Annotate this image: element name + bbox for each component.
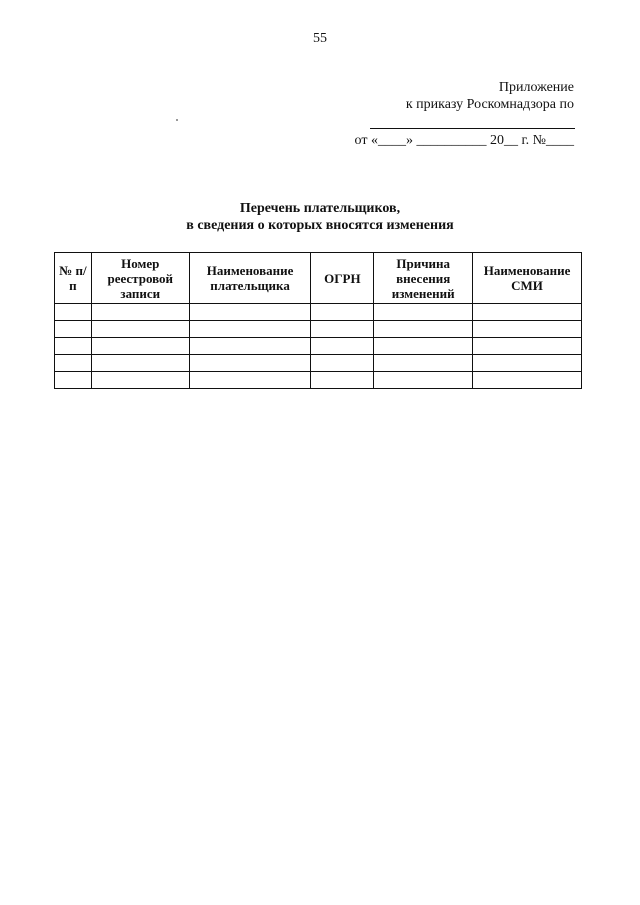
col-media-name-header: Наименование СМИ xyxy=(473,253,582,304)
table-cell xyxy=(189,338,311,355)
table-cell xyxy=(189,321,311,338)
table-cell xyxy=(189,355,311,372)
col-number-header: № п/п xyxy=(55,253,92,304)
table-cell xyxy=(374,338,473,355)
table-cell xyxy=(91,304,189,321)
title-line-2: в сведения о которых вносятся изменения xyxy=(186,218,454,233)
col-registry-header: Номер реестровой записи xyxy=(91,253,189,304)
table-cell xyxy=(473,338,582,355)
table-cell xyxy=(374,304,473,321)
scan-speck xyxy=(176,119,178,121)
title-line-1: Перечень плательщиков, xyxy=(239,201,401,216)
table-row xyxy=(55,321,582,338)
table-cell xyxy=(311,321,374,338)
document-title xyxy=(0,200,640,234)
table-cell xyxy=(473,304,582,321)
table-cell xyxy=(55,338,92,355)
table-cell xyxy=(473,372,582,389)
table-cell xyxy=(91,321,189,338)
table-row xyxy=(55,338,582,355)
page-number: 55 xyxy=(313,31,327,46)
table-cell xyxy=(91,338,189,355)
table-cell xyxy=(311,338,374,355)
table-cell xyxy=(55,355,92,372)
col-ogrn-header: ОГРН xyxy=(311,253,374,304)
col-reason-header: Причина внесения изменений xyxy=(374,253,473,304)
appendix-underline xyxy=(370,128,575,129)
table-row xyxy=(55,355,582,372)
appendix-block xyxy=(406,79,574,113)
table-body xyxy=(55,304,582,389)
table-cell xyxy=(91,372,189,389)
table-cell xyxy=(311,355,374,372)
table-row xyxy=(55,372,582,389)
table-cell xyxy=(55,304,92,321)
appendix-order: к приказу Роскомнадзора по xyxy=(405,97,574,112)
table-cell xyxy=(55,372,92,389)
appendix-title: Приложение xyxy=(498,80,574,95)
table-cell xyxy=(473,321,582,338)
table-cell xyxy=(374,321,473,338)
table-cell xyxy=(189,304,311,321)
payers-table xyxy=(54,252,582,389)
table-cell xyxy=(55,321,92,338)
appendix-date-line: от «____» __________ 20__ г. №____ xyxy=(354,133,574,148)
table-cell xyxy=(311,304,374,321)
table-cell xyxy=(189,372,311,389)
table-header-row xyxy=(55,253,582,304)
table-cell xyxy=(374,355,473,372)
table-cell xyxy=(311,372,374,389)
table-cell xyxy=(374,372,473,389)
col-payer-name-header: Наименование плательщика xyxy=(189,253,311,304)
table-cell xyxy=(473,355,582,372)
table-cell xyxy=(91,355,189,372)
table-row xyxy=(55,304,582,321)
